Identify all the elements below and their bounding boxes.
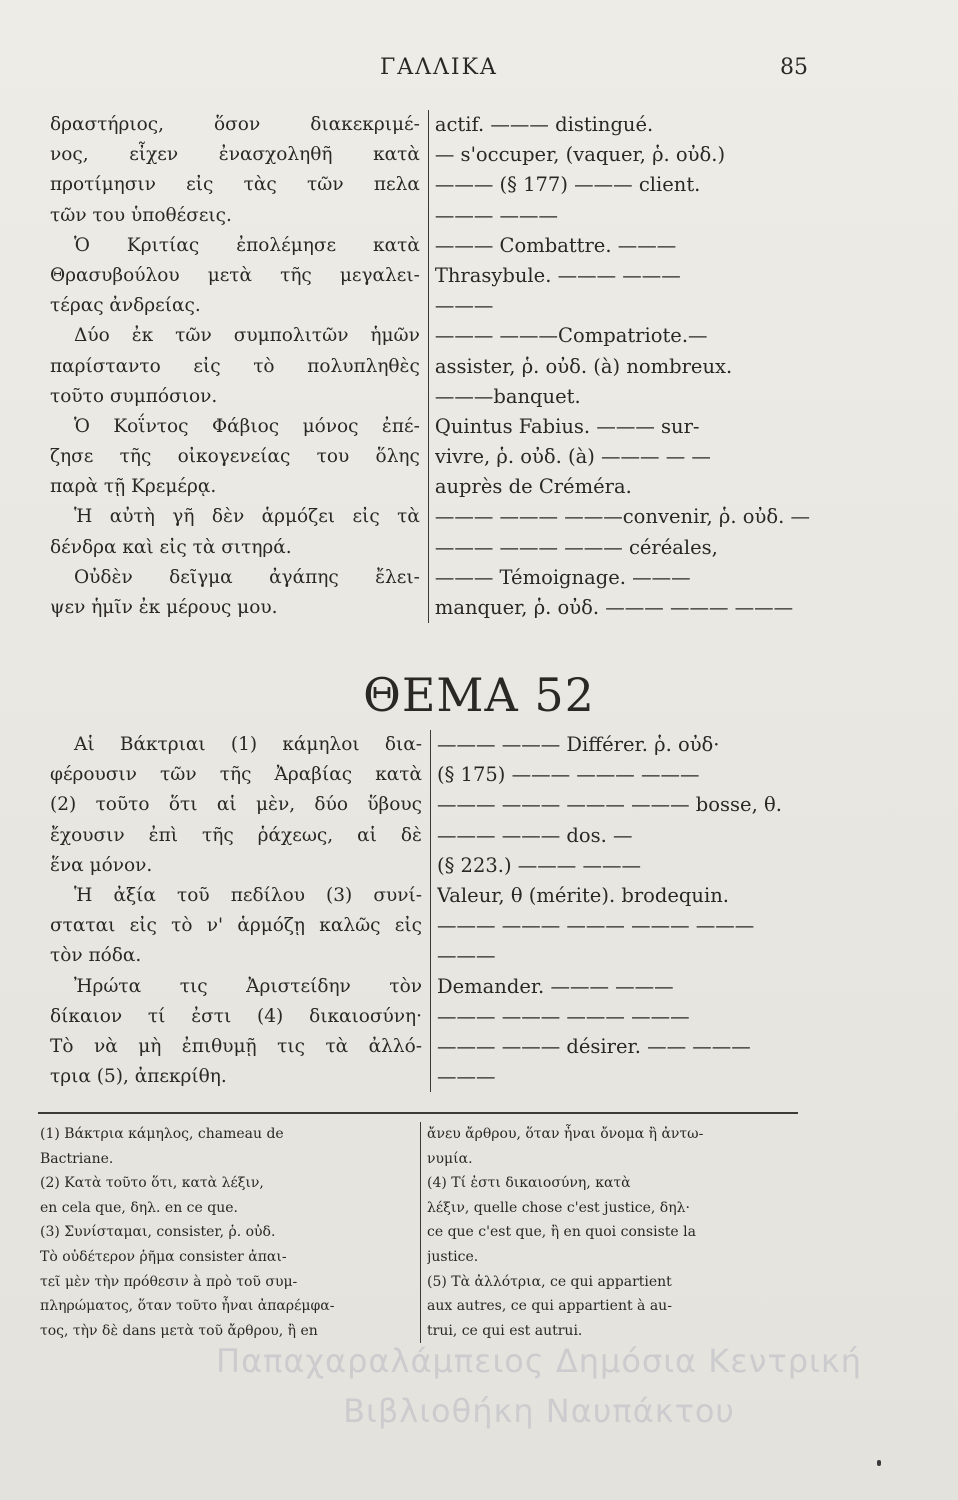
- footnote-line: ἄνευ ἄρθρου, ὅταν ἦναι ὄνομα ἢ ἀντω-: [427, 1126, 704, 1142]
- exercise-section-1: [50, 110, 810, 623]
- footnote-line: λέξιν, quelle chose c'est justice, δηλ·: [427, 1199, 690, 1216]
- vocab-line: ——— Combattre. ———: [434, 233, 677, 257]
- page-number: 85: [780, 55, 808, 80]
- footnote-line: πληρώματος, ὅταν τοῦτο ἦναι ἀπαρέμφα-: [40, 1298, 335, 1315]
- footnote-line: τος, τὴν δὲ dans μετὰ τοῦ ἄρθρου, ἢ en: [40, 1322, 318, 1339]
- greek-text-column: [50, 730, 430, 1092]
- vocab-line: ——— ——— Différer. ῥ. οὐδ·: [437, 733, 720, 756]
- vocab-line: ——— ——— ———convenir, ῥ. οὐδ. —: [434, 505, 810, 529]
- greek-line: τὸν πόδα.: [50, 945, 142, 967]
- greek-line: Οὐδὲν δεῖγμα ἀγάπης ἔλει-: [74, 566, 420, 588]
- page-header: [0, 55, 958, 95]
- footnotes-right-column: [420, 1122, 800, 1343]
- greek-line: ἔχουσιν ἐπὶ τῆς ῥάχεως, αἱ δὲ: [50, 824, 422, 846]
- vocab-line: ——— (§ 177) ——— client.: [434, 173, 701, 197]
- greek-line: ἕνα μόνον.: [50, 854, 153, 876]
- vocab-line: ——— ———Compatriote.—: [434, 324, 708, 348]
- greek-line: ψεν ἡμῖν ἐκ μέρους μου.: [50, 597, 278, 618]
- vocab-line: assister, ῥ. οὐδ. (à) nombreux.: [434, 354, 733, 378]
- greek-line: τῶν του ὑποθέσεις.: [50, 204, 232, 226]
- footnote-line: ce que c'est que, ἢ en quoi consiste la: [427, 1224, 696, 1241]
- footnote-line: aux autres, ce qui appartient à au-: [427, 1298, 672, 1315]
- footnote-line: en cela que, δηλ. en ce que.: [40, 1199, 238, 1216]
- greek-line: Ἡ αὐτὴ γῆ δὲν ἁρμόζει εἰς τὰ: [74, 506, 420, 528]
- footnote-line: τεῖ μὲν τὴν πρόθεσιν à πρὸ τοῦ συμ-: [40, 1273, 298, 1290]
- vocab-line: ——— Témoignage. ———: [434, 565, 691, 589]
- vocab-line: auprès de Créméra.: [434, 475, 632, 499]
- greek-line: φέρουσιν τῶν τῆς Ἀραβίας κατὰ: [50, 764, 422, 786]
- greek-line: δραστήριος, ὅσον διακεκριμέ-: [50, 114, 420, 135]
- greek-line: τοῦτο συμπόσιον.: [50, 385, 218, 407]
- footnote-line: Bactriane.: [40, 1150, 114, 1167]
- vocab-line: ——— ———: [434, 203, 559, 227]
- greek-line: ζησε τῆς οἰκογενείας του ὅλης: [50, 446, 420, 468]
- vocab-line: ——— ——— ——— ——— bosse, θ.: [437, 793, 782, 817]
- greek-line: δένδρα καὶ εἰς τὰ σιτηρά.: [50, 536, 292, 558]
- greek-line: προτίμησιν εἰς τὰς τῶν πελα: [50, 174, 420, 196]
- greek-line: τρια (5), ἀπεκρίθη.: [50, 1066, 227, 1088]
- footnote-divider: [38, 1112, 798, 1114]
- footnote-line: (3) Συνίσταμαι, consister, ῥ. οὐδ.: [40, 1224, 276, 1241]
- vocab-line: ——— ——— ——— ———: [437, 1004, 690, 1028]
- vocab-line: Quintus Fabius. ——— sur-: [434, 414, 700, 438]
- footnotes: [40, 1122, 800, 1343]
- running-title: ΓΑΛΛΙΚΑ: [380, 55, 498, 80]
- greek-line: Ὁ Κριτίας ἐπολέμησε κατὰ: [74, 234, 420, 256]
- greek-line: Τὸ νὰ μὴ ἐπιθυμῇ τις τὰ ἀλλό-: [50, 1035, 422, 1057]
- footnote-line: νυμία.: [427, 1150, 473, 1167]
- exercise-section-2: [50, 730, 810, 1092]
- greek-line: σταται εἰς τὸ ν' ἁρμόζῃ καλῶς εἰς: [50, 915, 422, 937]
- greek-line: Ὁ Κοΐντος Φάβιος μόνος ἐπέ-: [74, 415, 420, 437]
- library-watermark-line1: Παπαχαραλάμπειος Δημόσια Κεντρική: [216, 1342, 862, 1380]
- footnote-line: (4) Τί ἐστι δικαιοσύνη, κατὰ: [427, 1175, 631, 1192]
- vocab-line: ——— ——— ——— ——— ———: [437, 914, 755, 938]
- footnote-line: (5) Τὰ ἀλλότρια, ce qui appartient: [427, 1273, 672, 1290]
- vocab-line: Valeur, θ (mérite). brodequin.: [437, 883, 729, 907]
- footnotes-left-column: [40, 1122, 420, 1343]
- greek-line: νος, εἶχεν ἐνασχοληθῆ κατὰ: [50, 144, 420, 166]
- greek-line: Ἡ ἀξία τοῦ πεδίλου (3) συνί-: [74, 884, 422, 906]
- greek-line: Θρασυβούλου μετὰ τῆς μεγαλει-: [50, 264, 420, 286]
- vocab-line: ———: [437, 1065, 496, 1089]
- greek-line: τέρας ἀνδρείας.: [50, 295, 201, 317]
- vocab-line: ———: [434, 294, 494, 318]
- greek-text-column: [50, 110, 428, 623]
- theme-heading: ΘΕΜΑ 52: [363, 668, 595, 722]
- vocab-line: ——— ——— dos. —: [437, 823, 633, 847]
- footnote-line: (1) Βάκτρια κάμηλος, chameau de: [40, 1126, 284, 1142]
- greek-line: (2) τοῦτο ὅτι αἱ μὲν, δύο ὕβους: [50, 794, 422, 816]
- vocab-line: ———: [437, 944, 496, 968]
- footnote-line: Τὸ οὐδέτερον ῥῆμα consister ἀπαι-: [40, 1248, 287, 1265]
- greek-line: Δύο ἐκ τῶν συμπολιτῶν ἡμῶν: [74, 325, 420, 347]
- greek-line: Ἠρώτα τις Ἀριστείδην τὸν: [74, 975, 422, 997]
- vocab-line: ——— ——— ——— céréales,: [434, 535, 718, 559]
- footnote-line: justice.: [427, 1248, 479, 1265]
- vocab-line: manquer, ῥ. οὐδ. ——— ——— ———: [434, 596, 794, 619]
- vocab-line: Demander. ——— ———: [437, 974, 674, 998]
- greek-line: δίκαιον τί ἐστι (4) δικαιοσύνη·: [50, 1005, 422, 1027]
- library-watermark-line2: Βιβλιοθήκη Ναυπάκτου: [343, 1392, 735, 1430]
- vocab-line: actif. ——— distingué.: [434, 113, 654, 136]
- greek-line: παρίσταντο εἰς τὸ πολυπληθὲς: [50, 355, 420, 377]
- footnote-line: (2) Κατὰ τοῦτο ὅτι, κατὰ λέξιν,: [40, 1175, 264, 1192]
- vocab-line: ——— ——— désirer. —— ———: [437, 1034, 751, 1058]
- vocab-line: — s'occuper, (vaquer, ῥ. οὐδ.): [434, 143, 726, 167]
- footnote-line: trui, ce qui est autrui.: [427, 1322, 583, 1339]
- vocab-line: (§ 175) ——— ——— ———: [437, 763, 700, 787]
- french-vocabulary-column: [428, 110, 810, 623]
- vocab-line: (§ 223.) ——— ———: [437, 853, 641, 877]
- vocab-line: Thrasybule. ——— ———: [434, 263, 681, 287]
- greek-line: Αἱ Βάκτριαι (1) κάμηλοι δια-: [74, 734, 422, 755]
- vocab-line: ———banquet.: [434, 384, 581, 408]
- ink-speck: [877, 1460, 881, 1466]
- greek-line: παρὰ τῇ Κρεμέρᾳ.: [50, 476, 217, 498]
- vocab-line: vivre, ῥ. οὐδ. (à) ——— — —: [434, 445, 711, 469]
- french-vocabulary-column: [430, 730, 810, 1092]
